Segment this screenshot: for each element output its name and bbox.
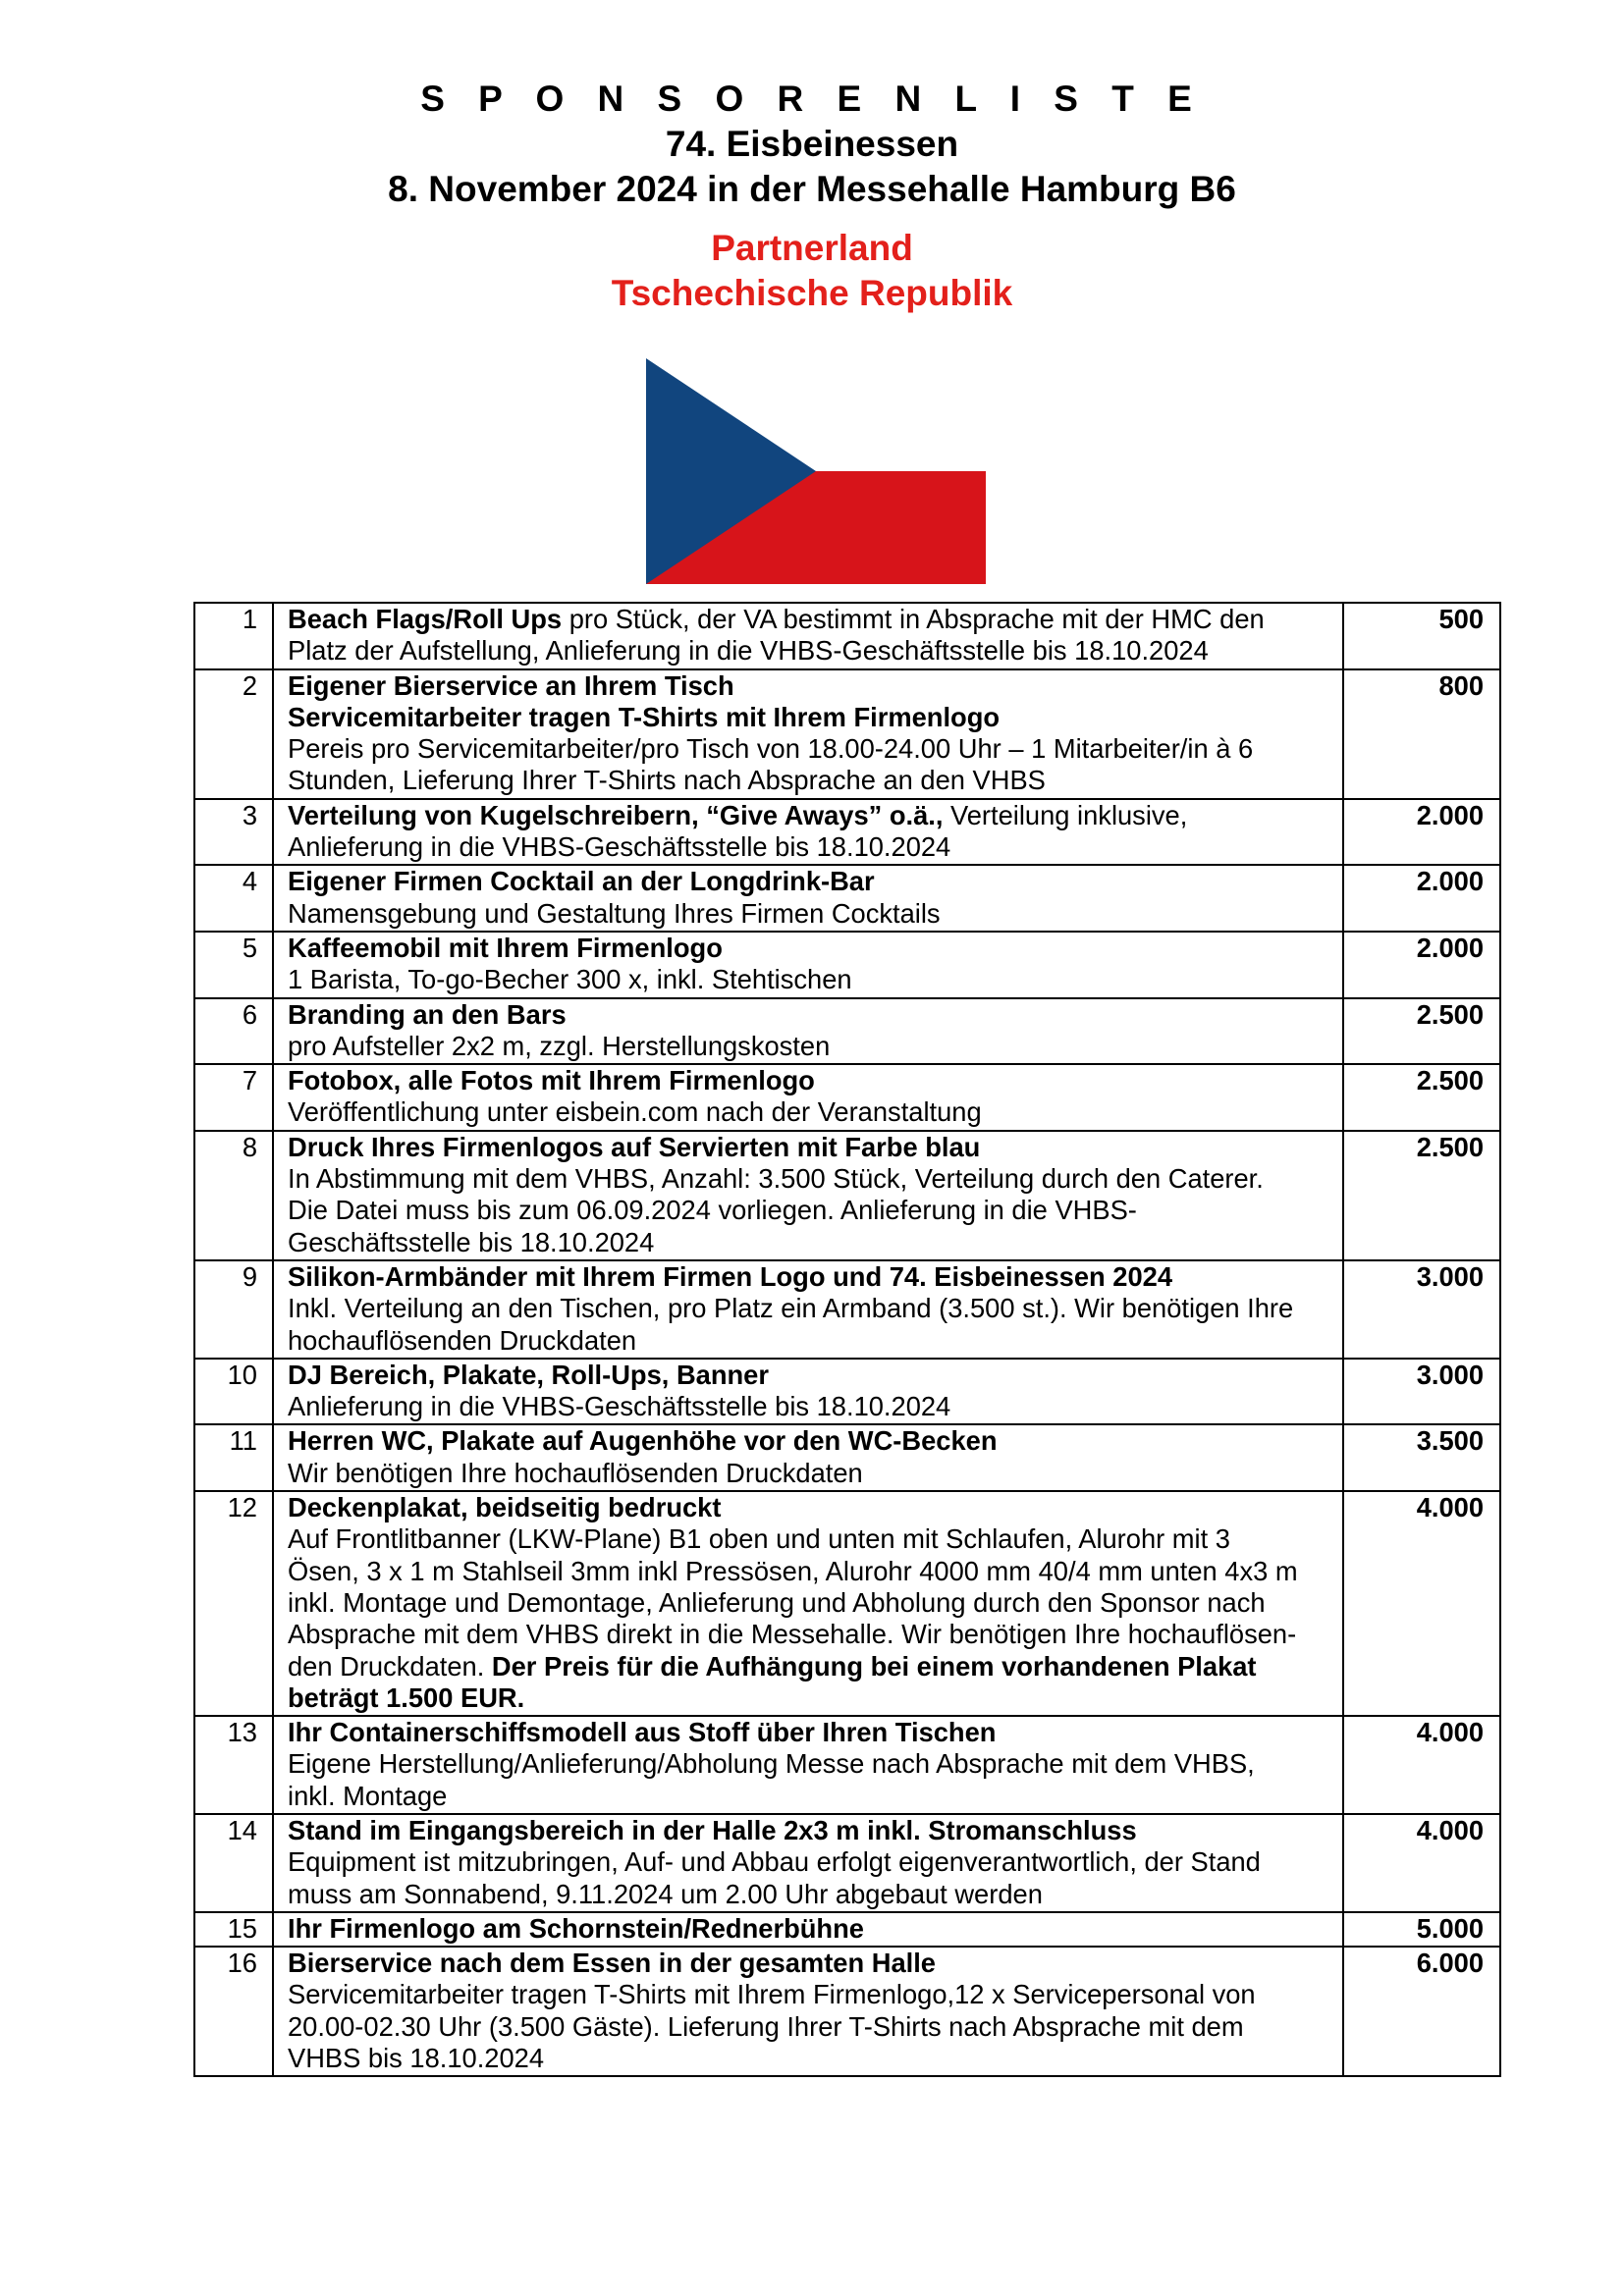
description-text: Stunden, Lieferung Ihrer T-Shirts nach Absprache an den VHBS xyxy=(288,765,1046,796)
description-line xyxy=(288,1682,1330,1714)
description-line xyxy=(288,670,1330,702)
row-number: 5 xyxy=(194,932,273,998)
row-number: 1 xyxy=(194,603,273,669)
description-bold-text: Eigener Bierservice an Ihrem Tisch xyxy=(288,669,734,701)
row-price: 5.000 xyxy=(1343,1912,1500,1947)
description-line xyxy=(288,1815,1330,1846)
description-line xyxy=(288,831,1330,863)
description-bold-text: DJ Bereich, Plakate, Roll-Ups, Banner xyxy=(288,1359,769,1390)
row-number: 16 xyxy=(194,1947,273,2076)
description-line xyxy=(288,1031,1330,1062)
description-line xyxy=(288,1619,1330,1650)
row-description xyxy=(273,603,1343,669)
row-price: 2.000 xyxy=(1343,932,1500,998)
description-line xyxy=(288,1717,1330,1748)
czech-flag-icon xyxy=(646,358,986,584)
table-row xyxy=(194,603,1500,669)
description-text: In Abstimmung mit dem VHBS, Anzahl: 3.500 Stück, Verteilung durch den Caterer. xyxy=(288,1163,1264,1195)
event-name: 74. Eisbeinessen xyxy=(665,124,959,164)
description-line xyxy=(288,1458,1330,1489)
description-line xyxy=(288,1325,1330,1357)
row-description xyxy=(273,1260,1343,1359)
description-text: hochauflösenden Druckdaten xyxy=(288,1324,637,1356)
description-text: Platz der Aufstellung, Anlieferung in die VHBS-Geschäftsstelle bis 18.10.2024 xyxy=(288,635,1209,667)
row-number: 4 xyxy=(194,865,273,932)
description-line xyxy=(288,1425,1330,1457)
description-bold-text: Der Preis für die Aufhängung bei einem vorhandenen Plakat xyxy=(491,1650,1257,1682)
description-line xyxy=(288,1492,1330,1523)
description-text: Die Datei muss bis zum 06.09.2024 vorliegen. Anlieferung in die VHBS- xyxy=(288,1195,1137,1226)
document-title: S P O N S O R E N L I S T E xyxy=(420,79,1204,119)
row-description xyxy=(273,1947,1343,2076)
row-price: 4.000 xyxy=(1343,1491,1500,1716)
row-price: 3.500 xyxy=(1343,1424,1500,1491)
row-price: 4.000 xyxy=(1343,1716,1500,1814)
description-text: 20.00-02.30 Uhr (3.500 Gäste). Lieferung Ihrer T-Shirts nach Absprache mit dem xyxy=(288,2010,1244,2042)
table-row xyxy=(194,1491,1500,1716)
description-line xyxy=(288,898,1330,930)
description-line xyxy=(288,1065,1330,1096)
row-price: 3.000 xyxy=(1343,1260,1500,1359)
description-bold-text: Fotobox, alle Fotos mit Ihrem Firmenlogo xyxy=(288,1065,815,1096)
description-text: pro Stück, der VA bestimmt in Absprache mit der HMC den xyxy=(562,604,1265,634)
table-row xyxy=(194,1260,1500,1359)
row-number: 3 xyxy=(194,799,273,866)
row-price: 6.000 xyxy=(1343,1947,1500,2076)
description-text: Inkl. Verteilung an den Tischen, pro Platz ein Armband (3.500 st.). Wir benötigen Ihre xyxy=(288,1293,1294,1324)
row-number: 14 xyxy=(194,1814,273,1912)
description-bold-text: Silikon-Armbänder mit Ihrem Firmen Logo und 74. Eisbeinessen 2024 xyxy=(288,1260,1173,1292)
row-number: 15 xyxy=(194,1912,273,1947)
row-description xyxy=(273,865,1343,932)
table-row xyxy=(194,1814,1500,1912)
row-price: 500 xyxy=(1343,603,1500,669)
description-line xyxy=(288,1879,1330,1910)
description-text: Geschäftsstelle bis 18.10.2024 xyxy=(288,1226,655,1257)
description-text: 1 Barista, To-go-Becher 300 x, inkl. Stehtischen xyxy=(288,964,852,995)
description-line xyxy=(288,1846,1330,1878)
row-description xyxy=(273,669,1343,799)
table-row xyxy=(194,932,1500,998)
description-bold-text: Eigener Firmen Cocktail an der Longdrink-Bar xyxy=(288,866,875,897)
row-number: 9 xyxy=(194,1260,273,1359)
sponsor-table xyxy=(193,602,1501,2077)
description-line xyxy=(288,1748,1330,1780)
table-row xyxy=(194,1947,1500,2076)
description-line xyxy=(288,2011,1330,2043)
row-description xyxy=(273,1912,1343,1947)
description-line xyxy=(288,964,1330,995)
description-bold-text: Deckenplakat, beidseitig bedruckt xyxy=(288,1492,722,1523)
description-bold-text: Beach Flags/Roll Ups xyxy=(288,604,563,634)
description-line xyxy=(288,1781,1330,1812)
row-description xyxy=(273,998,1343,1065)
description-line xyxy=(288,1132,1330,1163)
row-price: 800 xyxy=(1343,669,1500,799)
description-line xyxy=(288,2043,1330,2074)
description-text: inkl. Montage und Demontage, Anlieferung und Abholung durch den Sponsor nach xyxy=(288,1586,1266,1618)
description-line xyxy=(288,1360,1330,1391)
description-bold-text: beträgt 1.500 EUR. xyxy=(288,1682,525,1713)
row-number: 2 xyxy=(194,669,273,799)
row-description xyxy=(273,799,1343,866)
description-bold-text: Ihr Containerschiffsmodell aus Stoff über Ihren Tischen xyxy=(288,1717,997,1748)
row-description xyxy=(273,932,1343,998)
description-bold-text: Bierservice nach dem Essen in der gesamten Halle xyxy=(288,1948,936,1979)
table-row xyxy=(194,1359,1500,1425)
partner-country: Tschechische Republik xyxy=(611,273,1013,313)
description-line xyxy=(288,1391,1330,1422)
row-number: 8 xyxy=(194,1131,273,1260)
table-row xyxy=(194,1912,1500,1947)
event-date-place: 8. November 2024 in der Messehalle Hamburg B6 xyxy=(388,169,1236,209)
row-price: 2.500 xyxy=(1343,1064,1500,1131)
description-line xyxy=(288,1195,1330,1226)
description-line xyxy=(288,1556,1330,1587)
description-text: muss am Sonnabend, 9.11.2024 um 2.00 Uhr abgebaut werden xyxy=(288,1878,1043,1909)
description-line xyxy=(288,933,1330,964)
description-line xyxy=(288,1227,1330,1258)
description-line xyxy=(288,635,1330,667)
description-line xyxy=(288,1948,1330,1979)
row-description xyxy=(273,1359,1343,1425)
row-price: 3.000 xyxy=(1343,1359,1500,1425)
description-text: Auf Frontlitbanner (LKW-Plane) B1 oben und unten mit Schlaufen, Alurohr mit 3 xyxy=(288,1523,1230,1555)
row-price: 2.000 xyxy=(1343,865,1500,932)
description-bold-text: Druck Ihres Firmenlogos auf Servierten mit Farbe blau xyxy=(288,1131,981,1162)
description-text: Eigene Herstellung/Anlieferung/Abholung Messe nach Absprache mit dem VHBS, xyxy=(288,1748,1255,1780)
description-line xyxy=(288,999,1330,1031)
row-number: 12 xyxy=(194,1491,273,1716)
description-text: Veröffentlichung unter eisbein.com nach der Veranstaltung xyxy=(288,1096,982,1128)
description-line xyxy=(288,800,1330,831)
description-bold-text: Kaffeemobil mit Ihrem Firmenlogo xyxy=(288,932,723,963)
row-description xyxy=(273,1131,1343,1260)
description-line xyxy=(288,702,1330,733)
row-number: 13 xyxy=(194,1716,273,1814)
description-line xyxy=(288,765,1330,796)
row-price: 2.500 xyxy=(1343,1131,1500,1260)
description-text: pro Aufsteller 2x2 m, zzgl. Herstellungskosten xyxy=(288,1030,831,1061)
description-bold-text: Ihr Firmenlogo am Schornstein/Rednerbühne xyxy=(288,1912,864,1944)
row-description xyxy=(273,1814,1343,1912)
description-bold-text: Branding an den Bars xyxy=(288,998,567,1030)
description-bold-text: Verteilung von Kugelschreibern, “Give Aways” o.ä., xyxy=(288,799,944,830)
row-number: 10 xyxy=(194,1359,273,1425)
row-number: 11 xyxy=(194,1424,273,1491)
description-text: Namensgebung und Gestaltung Ihres Firmen Cocktails xyxy=(288,897,941,929)
table-row xyxy=(194,669,1500,799)
row-description xyxy=(273,1424,1343,1491)
table-row xyxy=(194,998,1500,1065)
row-price: 4.000 xyxy=(1343,1814,1500,1912)
row-price: 2.500 xyxy=(1343,998,1500,1065)
description-line xyxy=(288,1293,1330,1324)
description-text: Ösen, 3 x 1 m Stahlseil 3mm inkl Pressösen, Alurohr 4000 mm 40/4 mm unten 4x3 m xyxy=(288,1555,1298,1586)
description-line xyxy=(288,1587,1330,1619)
description-text: Wir benötigen Ihre hochauflösenden Druckdaten xyxy=(288,1457,863,1488)
description-text: Anlieferung in die VHBS-Geschäftsstelle bis 18.10.2024 xyxy=(288,831,951,863)
description-line xyxy=(288,1979,1330,2010)
description-line xyxy=(288,604,1330,635)
description-text: Anlieferung in die VHBS-Geschäftsstelle bis 18.10.2024 xyxy=(288,1391,951,1422)
description-text: Pereis pro Servicemitarbeiter/pro Tisch von 18.00-24.00 Uhr – 1 Mitarbeiter/in à 6 xyxy=(288,733,1254,765)
description-line xyxy=(288,1913,1330,1945)
table-row xyxy=(194,865,1500,932)
description-text: Equipment ist mitzubringen, Auf- und Abbau erfolgt eigenverantwortlich, der Stand xyxy=(288,1846,1261,1878)
table-row xyxy=(194,1131,1500,1260)
partner-label: Partnerland xyxy=(711,228,913,268)
description-bold-text: Stand im Eingangsbereich in der Halle 2x3 m inkl. Stromanschluss xyxy=(288,1814,1137,1845)
description-line xyxy=(288,1523,1330,1555)
description-text: inkl. Montage xyxy=(288,1780,448,1811)
description-text: den Druckdaten. xyxy=(288,1650,492,1682)
description-line xyxy=(288,1651,1330,1682)
table-row xyxy=(194,1064,1500,1131)
description-text: Servicemitarbeiter tragen T-Shirts mit Ihrem Firmenlogo,12 x Servicepersonal von xyxy=(288,1979,1256,2010)
row-description xyxy=(273,1491,1343,1716)
description-line xyxy=(288,1261,1330,1293)
row-description xyxy=(273,1716,1343,1814)
row-description xyxy=(273,1064,1343,1131)
description-line xyxy=(288,866,1330,897)
description-line xyxy=(288,1096,1330,1128)
description-text: Verteilung inklusive, xyxy=(943,799,1188,830)
row-number: 7 xyxy=(194,1064,273,1131)
row-number: 6 xyxy=(194,998,273,1065)
description-bold-text: Herren WC, Plakate auf Augenhöhe vor den WC-Becken xyxy=(288,1425,998,1457)
description-text: VHBS bis 18.10.2024 xyxy=(288,2043,545,2074)
description-bold-text: Servicemitarbeiter tragen T-Shirts mit Ihrem Firmenlogo xyxy=(288,701,1001,732)
description-text: Absprache mit dem VHBS direkt in die Messehalle. Wir benötigen Ihre hochauflösen- xyxy=(288,1619,1297,1650)
table-row xyxy=(194,799,1500,866)
table-row xyxy=(194,1424,1500,1491)
row-price: 2.000 xyxy=(1343,799,1500,866)
description-line xyxy=(288,1163,1330,1195)
description-line xyxy=(288,733,1330,765)
document-header xyxy=(0,77,1624,316)
table-row xyxy=(194,1716,1500,1814)
